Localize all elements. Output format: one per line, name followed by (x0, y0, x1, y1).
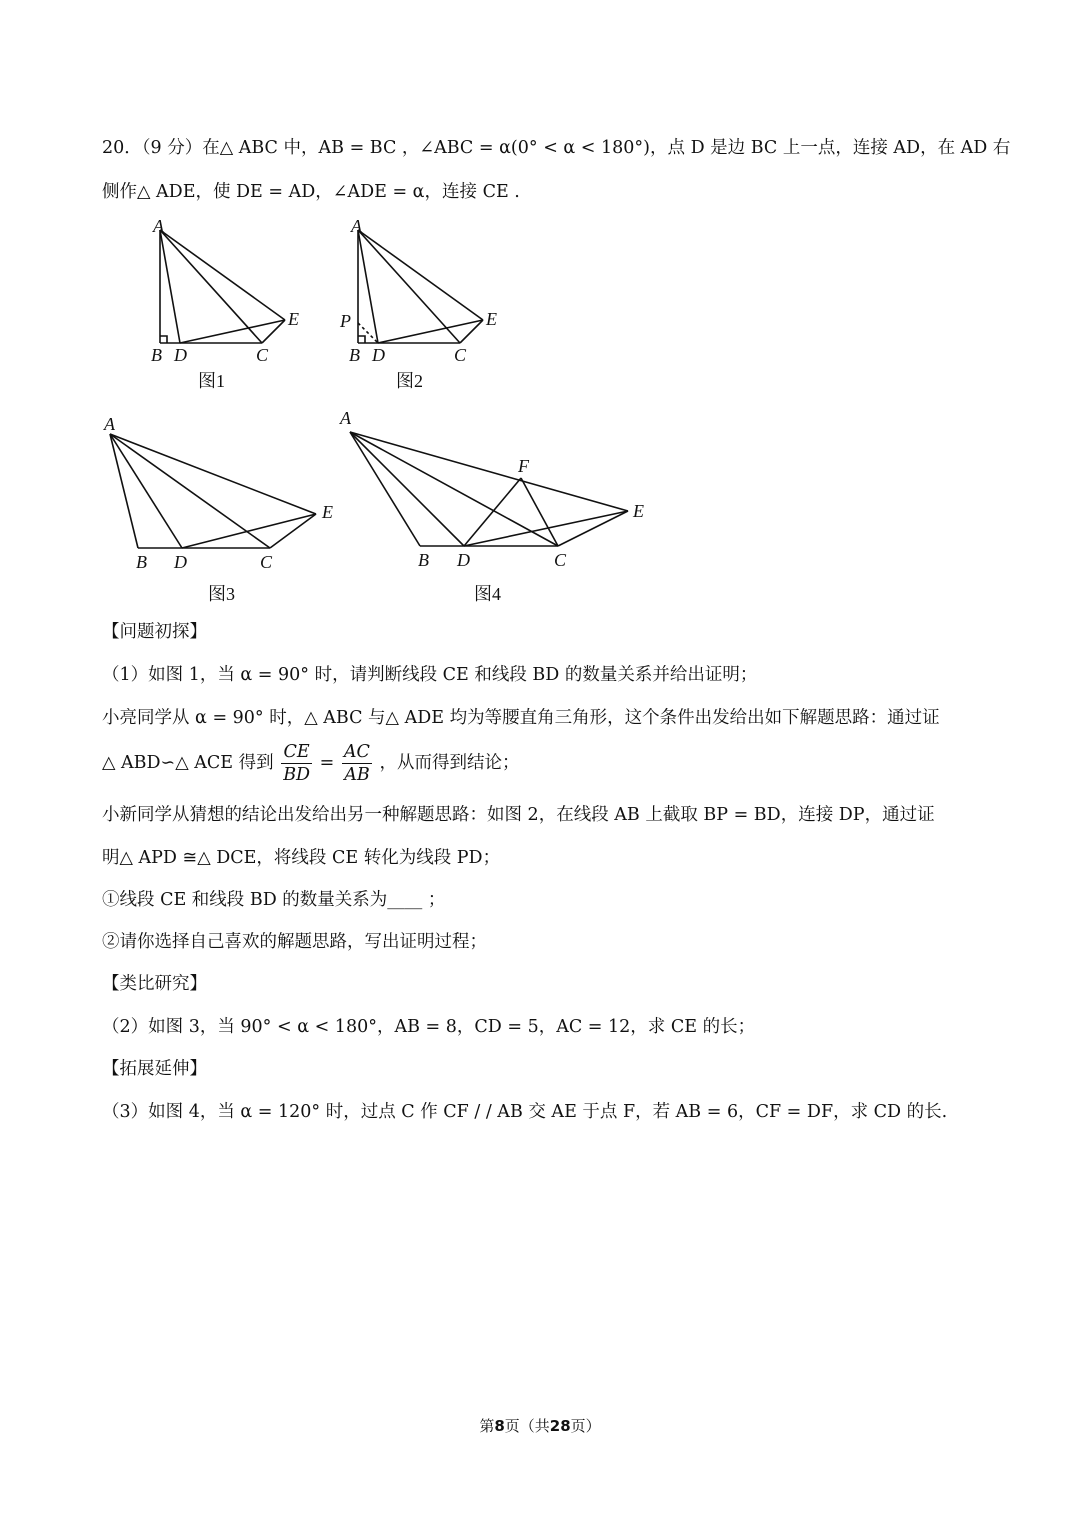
similarity-line (102, 738, 520, 788)
fig2-label-B: B (349, 345, 360, 365)
fig1-label-B: B (151, 345, 162, 365)
fraction-ab: AB (344, 765, 370, 785)
figure-2 (338, 212, 518, 392)
xiaoliang-approach: 小亮同学从 α = 90° 时，△ ABC 与△ ADE 均为等腰直角三角形，这个条件出发给出如下解题思路：通过证 (102, 708, 940, 728)
fig3-label-C: C (260, 552, 273, 572)
fraction-bd: BD (283, 765, 311, 785)
fraction-ce: CE (281, 741, 312, 764)
fraction-ce-bd (281, 741, 312, 786)
fig4-label-F: F (518, 456, 529, 476)
fig4-label-A: A (340, 408, 351, 428)
part-2-text: （2）如图 3，当 90° < α < 180°，AB = 8，CD = 5，AC = 12，求 CE 的长； (102, 1017, 756, 1037)
fraction-ac-ab (342, 741, 372, 786)
fig2-label-D: D (372, 345, 385, 365)
fig1-label-A: A (153, 216, 164, 236)
sub-question-1: ①线段 CE 和线段 BD 的数量关系为____ ； (102, 890, 446, 910)
fig1-caption: 图1 (198, 371, 225, 391)
figure-1 (140, 212, 320, 392)
fig4-label-E: E (633, 501, 644, 521)
equals-sign: = (319, 753, 335, 773)
fig4-caption: 图4 (474, 584, 501, 604)
fig2-caption: 图2 (396, 371, 423, 391)
fig2-label-E: E (486, 309, 497, 329)
question-line-1: 20．（9 分）在△ ABC 中，AB = BC ，∠ABC = α(0° < α < 180°)，点 D 是边 BC 上一点，连接 AD，在 AD 右 (102, 138, 1011, 158)
congruence-line: 明△ APD ≅△ DCE，将线段 CE 转化为线段 PD； (102, 848, 501, 868)
fig4-label-C: C (554, 550, 567, 570)
sub-question-2: ②请你选择自己喜欢的解题思路，写出证明过程； (102, 932, 487, 952)
fig4-label-D: D (457, 550, 470, 570)
footer-total-pages: 28 (549, 1417, 571, 1435)
section-title-analogy: 【类比研究】 (102, 974, 207, 994)
footer-mid: 页（共 (504, 1417, 550, 1435)
section-title-initial: 【问题初探】 (102, 622, 207, 642)
fig2-label-P: P (340, 311, 351, 331)
fig3-label-E: E (322, 502, 333, 522)
fig2-label-C: C (454, 345, 467, 365)
section-title-extension: 【拓展延伸】 (102, 1059, 207, 1079)
fig3-label-B: B (136, 552, 147, 572)
question-line-2: 侧作△ ADE，使 DE = AD，∠ADE = α，连接 CE . (102, 182, 520, 202)
part-3-text: （3）如图 4，当 α = 120° 时，过点 C 作 CF / / AB 交 AE 于点 F，若 AB = 6，CF = DF，求 CD 的长. (102, 1102, 948, 1122)
part-1-text: （1）如图 1，当 α = 90° 时，请判断线段 CE 和线段 BD 的数量关系并给出证明； (102, 665, 758, 685)
fig1-label-D: D (174, 345, 187, 365)
figure-4 (338, 402, 658, 612)
fig3-caption: 图3 (208, 584, 235, 604)
fig1-label-C: C (256, 345, 269, 365)
fig2-label-A: A (351, 216, 362, 236)
fig3-label-A: A (104, 414, 115, 434)
fig1-label-E: E (288, 309, 299, 329)
footer-page-number: 8 (494, 1417, 505, 1435)
conclusion-text: ，从而得到结论； (379, 753, 520, 773)
footer-post: 页） (570, 1417, 601, 1435)
similarity-text: △ ABD∽△ ACE 得到 (102, 753, 274, 773)
page-footer (0, 1415, 1080, 1436)
figure-3 (98, 408, 358, 608)
fig3-label-D: D (174, 552, 187, 572)
fig4-label-B: B (418, 550, 429, 570)
footer-pre: 第 (479, 1417, 495, 1435)
xiaoxin-approach: 小新同学从猜想的结论出发给出另一种解题思路：如图 2，在线段 AB 上截取 BP = BD，连接 DP，通过证 (102, 805, 935, 825)
fraction-ac: AC (343, 742, 370, 762)
